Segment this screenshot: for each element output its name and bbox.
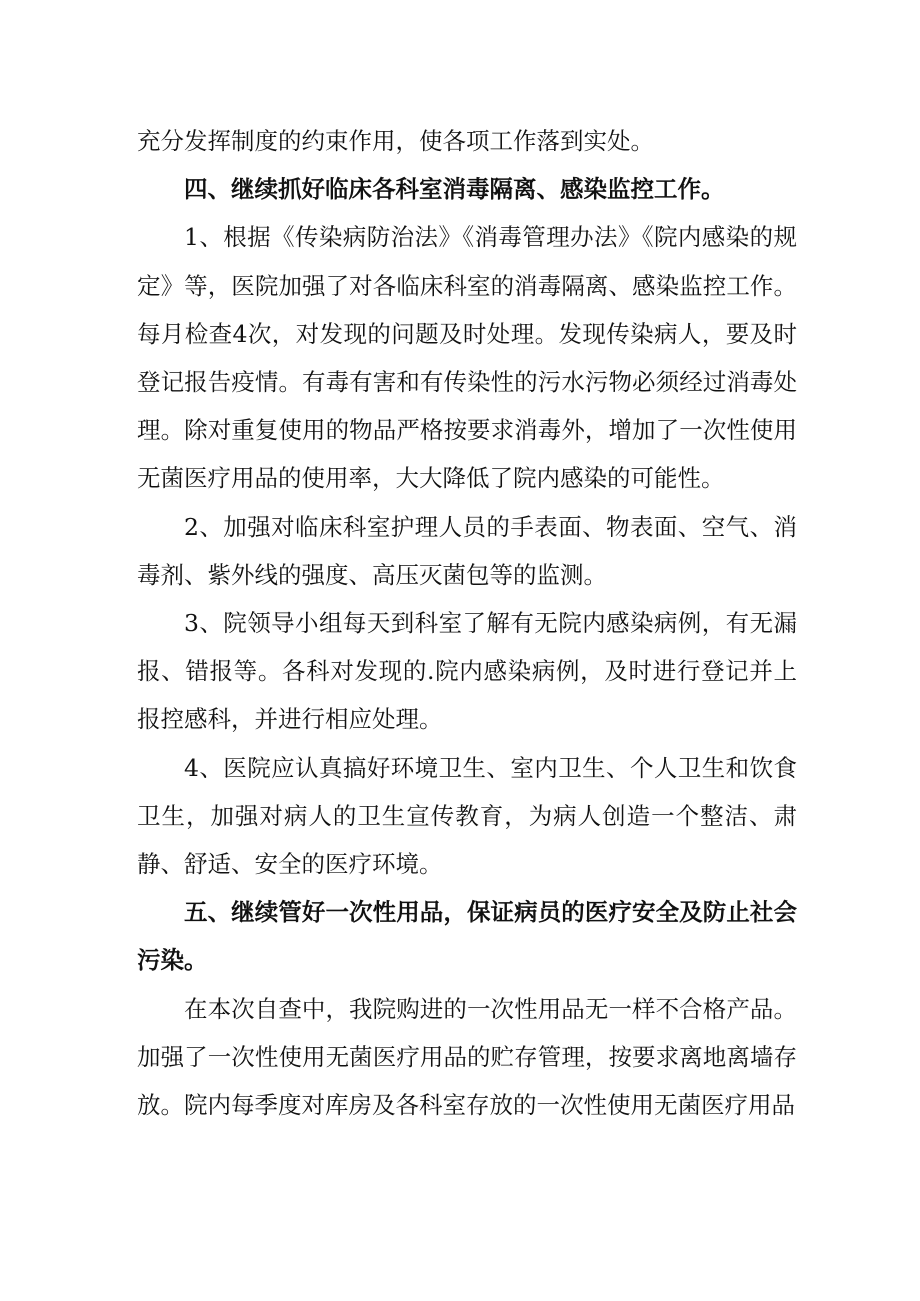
paragraph-item-4: 4、医院应认真搞好环境卫生、室内卫生、个人卫生和饮食卫生，加强对病人的卫生宣传教育，为病人创造一个整洁、肃静、舒适、安全的医疗环境。: [137, 753, 797, 879]
paragraph-continuation: 充分发挥制度的约束作用，使各项工作落到实处。: [137, 127, 654, 155]
paragraph-section-5-body: 在本次自查中，我院购进的一次性用品无一样不合格产品。加强了一次性使用无菌医疗用品的贮存管理，按要求离地离墙存放。院内每季度对库房及各科室存放的一次性使用无菌医疗用品: [137, 994, 797, 1120]
paragraph-item-3: 3、院领导小组每天到科室了解有无院内感染病例，有无漏报、错报等。各科对发现的.院内感染病例，及时进行登记并上报控感科，并进行相应处理。: [137, 609, 797, 734]
section-heading-4: 四、继续抓好临床各科室消毒隔离、感染监控工作。: [184, 175, 725, 204]
paragraph-item-1: 1、根据《传染病防治法》《消毒管理办法》《院内感染的规定》等，医院加强了对各临床科室的消毒隔离、感染监控工作。每月检查4次，对发现的问题及时处理。发现传染病人，要及时登记报告疫情。有毒有害和有传染性的污水污物必须经过消毒处理。除对重复使用的物品严格按要求消毒外，增加了一次性使用无菌医疗用品的使用率，大大降低了院内感染的可能性。: [137, 223, 797, 493]
document-body: [137, 117, 797, 1129]
section-heading-5: 五、继续管好一次性用品，保证病员的医疗安全及防止社会污染。: [137, 898, 797, 975]
paragraph-item-2: 2、加强对临床科室护理人员的手表面、物表面、空气、消毒剂、紫外线的强度、高压灭菌包等的监测。: [137, 512, 797, 589]
